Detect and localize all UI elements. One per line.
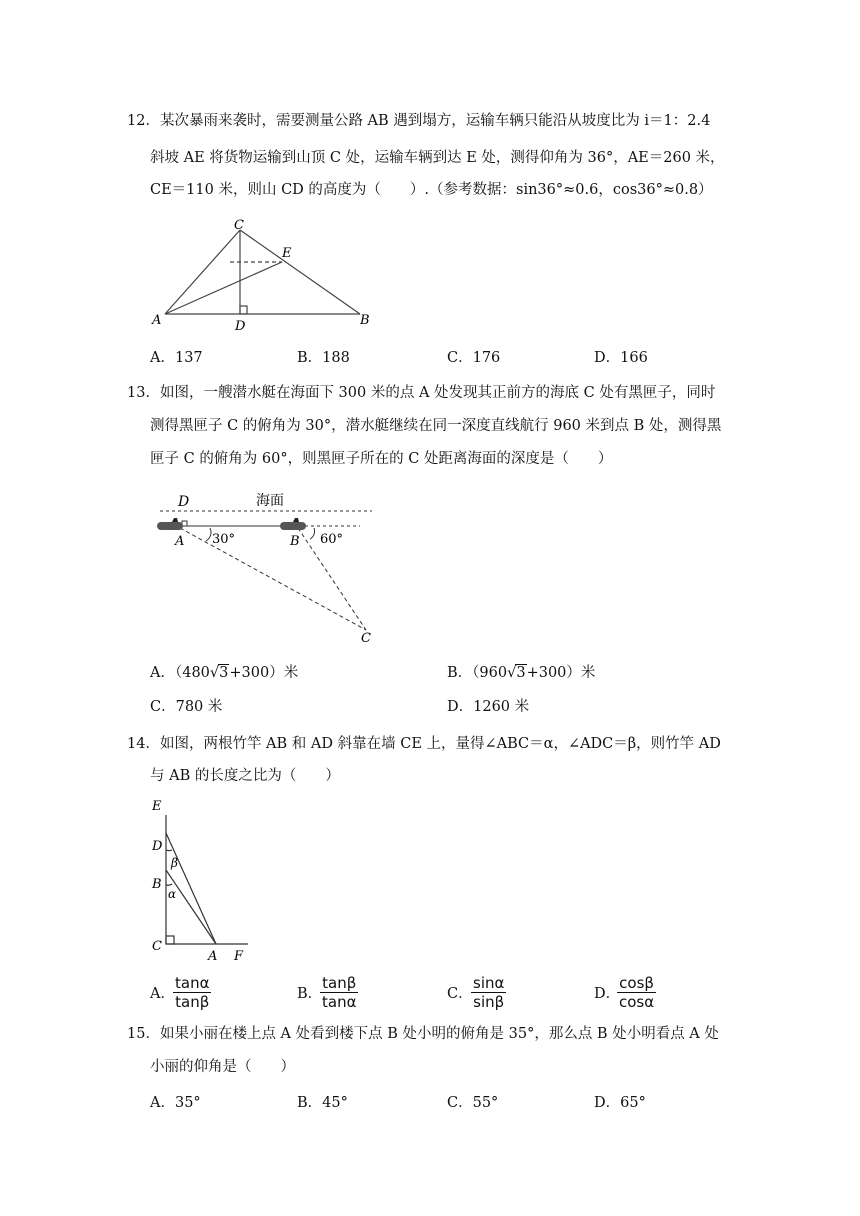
q12-option-a: A．137: [150, 350, 203, 366]
q12-label-e: E: [282, 246, 292, 261]
q14-label-f: F: [234, 949, 244, 964]
q14-text-line2: 与 AB 的长度之比为（ ）: [150, 768, 340, 784]
q13-option-a: A．（480√3+300）米: [150, 665, 299, 681]
q14-label-b: B: [152, 877, 162, 892]
q12-option-d: D．166: [594, 350, 648, 366]
q12-text-line2: 斜坡 AE 将货物运输到山顶 C 处，运输车辆到达 E 处，测得仰角为 36°，AE＝260 米，: [150, 150, 725, 166]
q13-option-c: C．780 米: [150, 699, 223, 715]
q13-label-a: A: [175, 534, 185, 549]
sqrt-icon: √: [209, 665, 220, 681]
q14-option-a-fraction: $\frac{\tan\alpha}{\tan\beta}$: [175, 974, 210, 1011]
q14-option-d-fraction: $\frac{\cos\beta}{\cos\alpha}$: [619, 974, 655, 1011]
q12-option-b: B．188: [297, 350, 350, 366]
q13-label-c: C: [361, 631, 371, 646]
q14-option-a-letter: A．: [150, 986, 175, 1002]
q12-option-c: C．176: [447, 350, 501, 366]
q15-text-line2: 小丽的仰角是（ ）: [150, 1059, 295, 1075]
q13-label-d: D: [178, 494, 190, 510]
q15-option-a: A．35°: [150, 1095, 201, 1111]
q14-label-c: C: [152, 939, 162, 954]
q12-label-c: C: [234, 218, 244, 233]
q15-option-b: B．45°: [297, 1095, 348, 1111]
q14-option-d-letter: D．: [594, 986, 621, 1002]
q14-option-b-fraction: $\frac{\tan\beta}{\tan\alpha}$: [322, 974, 357, 1011]
q14-label-beta: β: [171, 856, 178, 870]
q13-text-line3: 匣子 C 的俯角为 60°，则黑匣子所在的 C 处距离海面的深度是（ ）: [150, 451, 613, 467]
q13-text-line1: 13．如图，一艘潜水艇在海面下 300 米的点 A 处发现其正前方的海底 C 处有黑匣子，同时: [127, 385, 716, 401]
q12-label-d: D: [235, 319, 246, 334]
q13-option-b: B．（960√3+300）米: [447, 665, 596, 681]
q14-label-alpha: α: [168, 887, 177, 901]
q14-label-d: D: [152, 839, 163, 854]
q14-option-c-fraction: $\frac{\sin\alpha}{\sin\beta}$: [473, 974, 505, 1011]
q13-label-angle60: 60°: [320, 532, 344, 547]
q13-text-line2: 测得黑匣子 C 的俯角为 30°，潜水艇继续在同一深度直线航行 960 米到点 B 处，测得黑: [150, 418, 722, 434]
q14-option-b-letter: B．: [297, 986, 323, 1002]
q15-option-d: D．65°: [594, 1095, 646, 1111]
q13-label-b: B: [290, 534, 300, 549]
q12-label-b: B: [360, 313, 370, 328]
q15-option-c: C．55°: [447, 1095, 499, 1111]
q13-label-sea: 海面: [256, 493, 284, 509]
q13-option-d: D．1260 米: [447, 699, 530, 715]
q15-text-line1: 15．如果小丽在楼上点 A 处看到楼下点 B 处小明的俯角是 35°，那么点 B 处小明看点 A 处: [127, 1026, 719, 1042]
q14-label-e: E: [152, 799, 162, 814]
q12-label-a: A: [152, 313, 162, 328]
q12-text-line1: 12．某次暴雨来袭时，需要测量公路 AB 遇到塌方，运输车辆只能沿从坡度比为 i＝1：2.4: [127, 113, 711, 129]
q12-text-line3: CE＝110 米，则山 CD 的高度为（ ）.（参考数据：sin36°≈0.6，cos36°≈0.8）: [150, 182, 713, 198]
q14-text-line1: 14．如图，两根竹竿 AB 和 AD 斜靠在墙 CE 上，量得∠ABC＝α，∠ADC＝β，则竹竿 AD: [127, 736, 721, 752]
q14-option-c-letter: C．: [447, 986, 473, 1002]
q14-label-a: A: [208, 949, 218, 964]
sqrt-icon: √: [507, 665, 517, 681]
q13-label-angle30: 30°: [212, 532, 236, 547]
